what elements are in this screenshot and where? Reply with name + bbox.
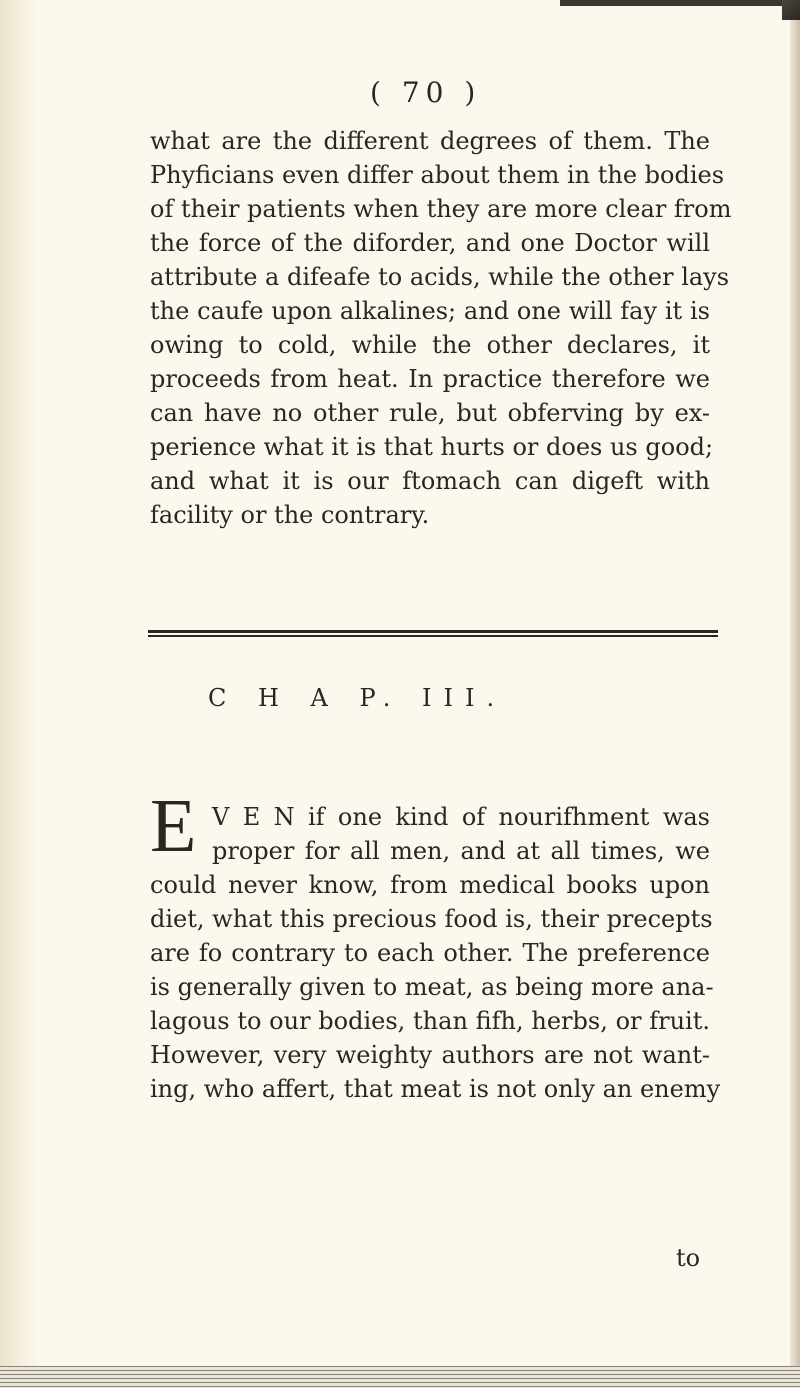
catchword: to (676, 1244, 701, 1272)
text-line: can have no other rule, but obferving by ex- (150, 399, 710, 427)
paragraph-previous-chapter (150, 124, 732, 532)
page-top-edge (560, 0, 800, 6)
text-line: lagous to our bodies, than fifh, herbs, or fruit. (150, 1007, 710, 1035)
page-number: ( 70 ) (370, 76, 482, 109)
text-line: diet, what this precious food is, their precepts (150, 905, 713, 933)
text-line: ing, who affert, that meat is not only an enemy (150, 1075, 721, 1103)
text-line: are fo contrary to each other. The preference (150, 939, 710, 967)
text-line: perience what it is that hurts or does us good; (150, 433, 714, 461)
text-line: attribute a difeafe to acids, while the other lays (150, 263, 730, 291)
text-line: Phyficians even differ about them in the bodies (150, 161, 725, 189)
text-line: facility or the contrary. (150, 501, 430, 529)
text-line: the caufe upon alkalines; and one will fay it is (150, 297, 710, 325)
text-line: what are the different degrees of them. The (150, 127, 710, 155)
text-line: owing to cold, while the other declares, it (150, 331, 710, 359)
text-line: the force of the diforder, and one Doctor will (150, 229, 710, 257)
text-line: could never know, from medical books upon (150, 871, 710, 899)
text-line: V E N if one kind of nourifhment was (212, 803, 710, 831)
chapter-divider-rule (148, 630, 718, 637)
page-gutter-shadow (0, 0, 40, 1388)
text-line: proceeds from heat. In practice therefore we (150, 365, 710, 393)
page-right-edge (790, 20, 800, 1368)
chapter-paragraph (150, 800, 721, 1106)
text-line: and what it is our ftomach can digeft with (150, 467, 710, 495)
text-line: of their patients when they are more clear from (150, 195, 732, 223)
page-corner (782, 0, 800, 20)
page-bottom-edge (0, 1366, 800, 1388)
drop-cap-initial: E (150, 784, 197, 868)
text-line: proper for all men, and at all times, we (212, 837, 710, 865)
text-line: is generally given to meat, as being more ana- (150, 973, 714, 1001)
text-line: However, very weighty authors are not want- (150, 1041, 710, 1069)
chapter-heading: C H A P. III. (208, 684, 507, 712)
